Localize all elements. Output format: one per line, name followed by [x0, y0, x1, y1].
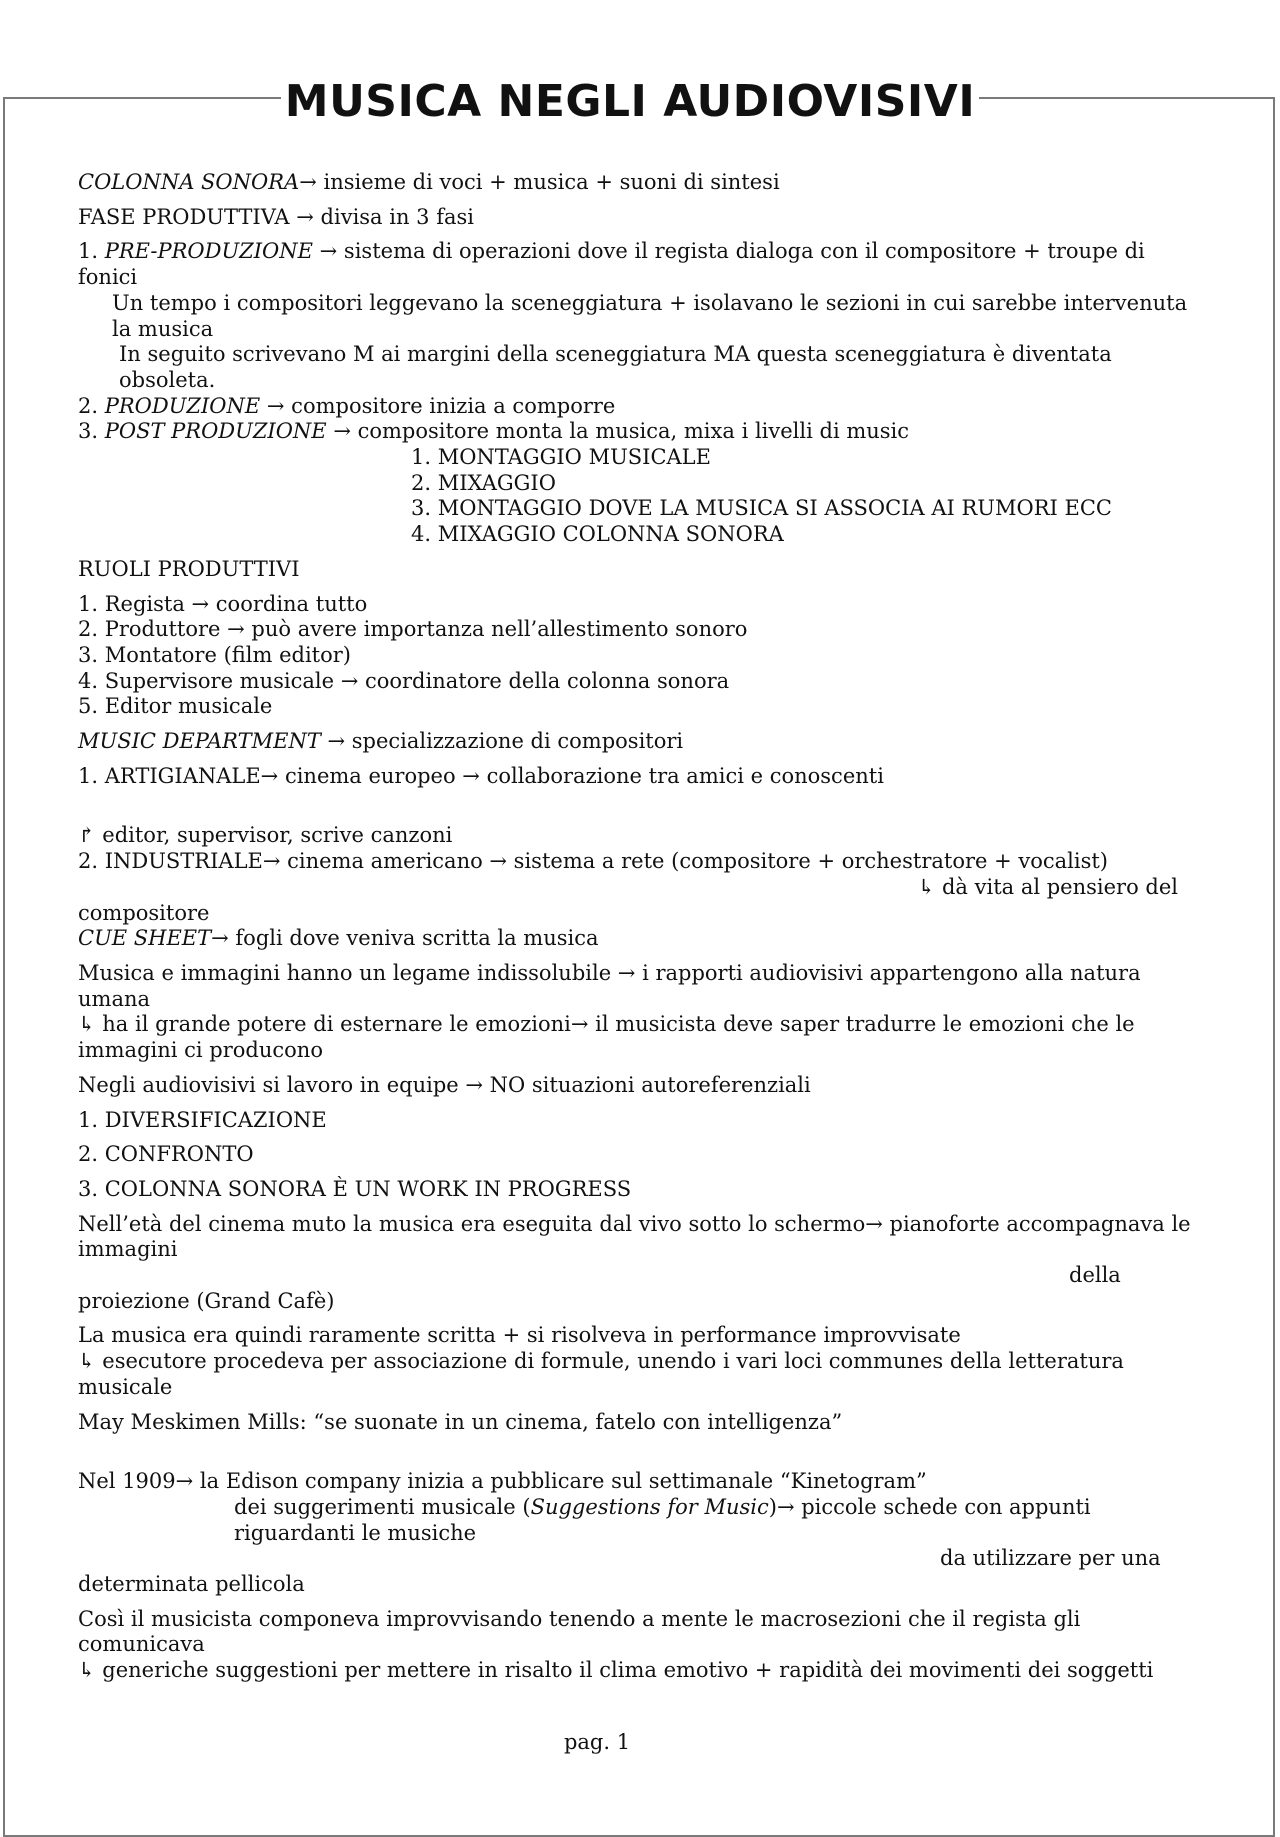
post-list-item: 4. MIXAGGIO COLONNA SONORA: [411, 522, 784, 547]
cosi-line: Così il musicista componeva improvvisando tenendo a mente le macrosezioni che il regista gli comunicava: [78, 1606, 1081, 1657]
fase-produttiva-line: FASE PRODUTTIVA → divisa in 3 fasi: [78, 204, 474, 229]
da-vita-line: ↳ dà vita al pensiero del: [917, 874, 1178, 899]
principio-item: 1. DIVERSIFICAZIONE: [78, 1107, 327, 1132]
edison-line: Nel 1909→ la Edison company inizia a pubblicare sul settimanale “Kinetogram”: [78, 1469, 927, 1494]
ruoli-produttivi-heading: RUOLI PRODUTTIVI: [78, 556, 300, 581]
suggestions-post: )→ piccole schede con appunti riguardanti le musiche: [234, 1494, 1091, 1545]
equipe-line: Negli audiovisivi si lavoro in equipe → NO situazioni autoreferenziali: [78, 1072, 811, 1097]
post-produzione-line: [78, 419, 1203, 445]
post-list-item: 1. MONTAGGIO MUSICALE: [411, 445, 711, 470]
prod-number: 2.: [78, 393, 105, 418]
term-pre-produzione: PRE-PRODUZIONE: [104, 239, 313, 264]
post-definition: → compositore monta la musica, mixa i livelli di music: [326, 419, 910, 444]
ruoli-list-item: 4. Supervisore musicale → coordinatore della colonna sonora: [78, 668, 730, 693]
pre-definition: → sistema di operazioni dove il regista dialoga con il compositore + troupe di fonici: [78, 239, 1145, 290]
suggestions-line: [78, 1495, 1203, 1546]
legame-line: Musica e immagini hanno un legame indissolubile → i rapporti audiovisivi appartengono alla natura umana: [78, 960, 1141, 1011]
pellicola-line: determinata pellicola: [78, 1572, 305, 1597]
term-cue-sheet: CUE SHEET: [78, 926, 212, 951]
post-list-item: 2. MIXAGGIO: [411, 470, 556, 495]
prod-definition: → compositore inizia a comporre: [260, 393, 616, 418]
document-body: [78, 170, 1203, 1684]
della-line: della: [1069, 1263, 1121, 1288]
un-tempo-line: Un tempo i compositori leggevano la sceneggiatura + isolavano le sezioni in cui sarebbe intervenuta la musica: [112, 290, 1188, 341]
principio-item: 3. COLONNA SONORA È UN WORK IN PROGRESS: [78, 1176, 632, 1201]
page-number: pag. 1: [563, 1730, 631, 1754]
produzione-line: [78, 394, 1203, 420]
principio-item: 2. CONFRONTO: [78, 1142, 254, 1167]
term-post-produzione: POST PRODUZIONE: [104, 419, 327, 444]
esecutore-line: ↳ esecutore procedeva per associazione di formule, unendo i vari loci communes della letteratura musicale: [78, 1349, 1124, 1399]
compositore-line: compositore: [78, 900, 210, 925]
raramente-line: La musica era quindi raramente scritta + si risolveva in performance improvvisate: [78, 1323, 961, 1348]
post-number: 3.: [78, 419, 105, 444]
mills-quote-line: May Meskimen Mills: “se suonate in un cinema, fatelo con intelligenza”: [78, 1409, 843, 1434]
industriale-line: 2. INDUSTRIALE→ cinema americano → sistema a rete (compositore + orchestratore + vocalist): [78, 849, 1109, 874]
suggestions-pre: dei suggerimenti musicale (: [234, 1494, 531, 1519]
page-title: [0, 74, 1260, 130]
cue-sheet-definition: → fogli dove veniva scritta la musica: [211, 926, 599, 951]
pre-produzione-line: [78, 239, 1203, 290]
da-utilizzare-line: da utilizzare per una: [940, 1546, 1161, 1571]
editor-line: ↱ editor, supervisor, scrive canzoni: [78, 823, 453, 848]
page-title-text: MUSICA NEGLI AUDIOVISIVI: [281, 76, 979, 127]
pre-number: 1.: [78, 239, 105, 264]
term-produzione: PRODUZIONE: [104, 393, 261, 418]
term-suggestions-for-music: Suggestions for Music: [530, 1494, 769, 1519]
cinema-muto-line: Nell’età del cinema muto la musica era eseguita dal vivo sotto lo schermo→ pianoforte accompagnava le immagini: [78, 1211, 1191, 1262]
cue-sheet-line: [78, 926, 1203, 952]
ruoli-list-item: 3. Montatore (film editor): [78, 642, 351, 667]
colonna-sonora-line: [78, 170, 1203, 196]
music-department-line: [78, 729, 1203, 755]
ruoli-list-item: 1. Regista → coordina tutto: [78, 591, 368, 616]
in-seguito-line: In seguito scrivevano M ai margini della sceneggiatura MA questa sceneggiatura è diventata obsoleta.: [119, 342, 1112, 392]
proiezione-line: proiezione (Grand Cafè): [78, 1288, 335, 1313]
artigianale-line: 1. ARTIGIANALE→ cinema europeo → collaborazione tra amici e conoscenti: [78, 763, 884, 788]
potere-line: ↳ ha il grande potere di esternare le emozioni→ il musicista deve saper tradurre le emozioni che le immagini ci producono: [78, 1012, 1135, 1063]
post-list-item: 3. MONTAGGIO DOVE LA MUSICA SI ASSOCIA AI RUMORI ECC: [411, 496, 1112, 521]
music-department-definition: → specializzazione di compositori: [320, 729, 684, 754]
ruoli-list-item: 2. Produttore → può avere importanza nell’allestimento sonoro: [78, 617, 748, 642]
term-music-department: MUSIC DEPARTMENT: [78, 729, 321, 754]
term-colonna-sonora: COLONNA SONORA: [78, 170, 300, 194]
generiche-line: ↳ generiche suggestioni per mettere in risalto il clima emotivo + rapidità dei movimenti dei soggetti: [78, 1658, 1154, 1683]
ruoli-list-item: 5. Editor musicale: [78, 694, 273, 719]
colonna-sonora-definition: → insieme di voci + musica + suoni di sintesi: [299, 170, 780, 194]
